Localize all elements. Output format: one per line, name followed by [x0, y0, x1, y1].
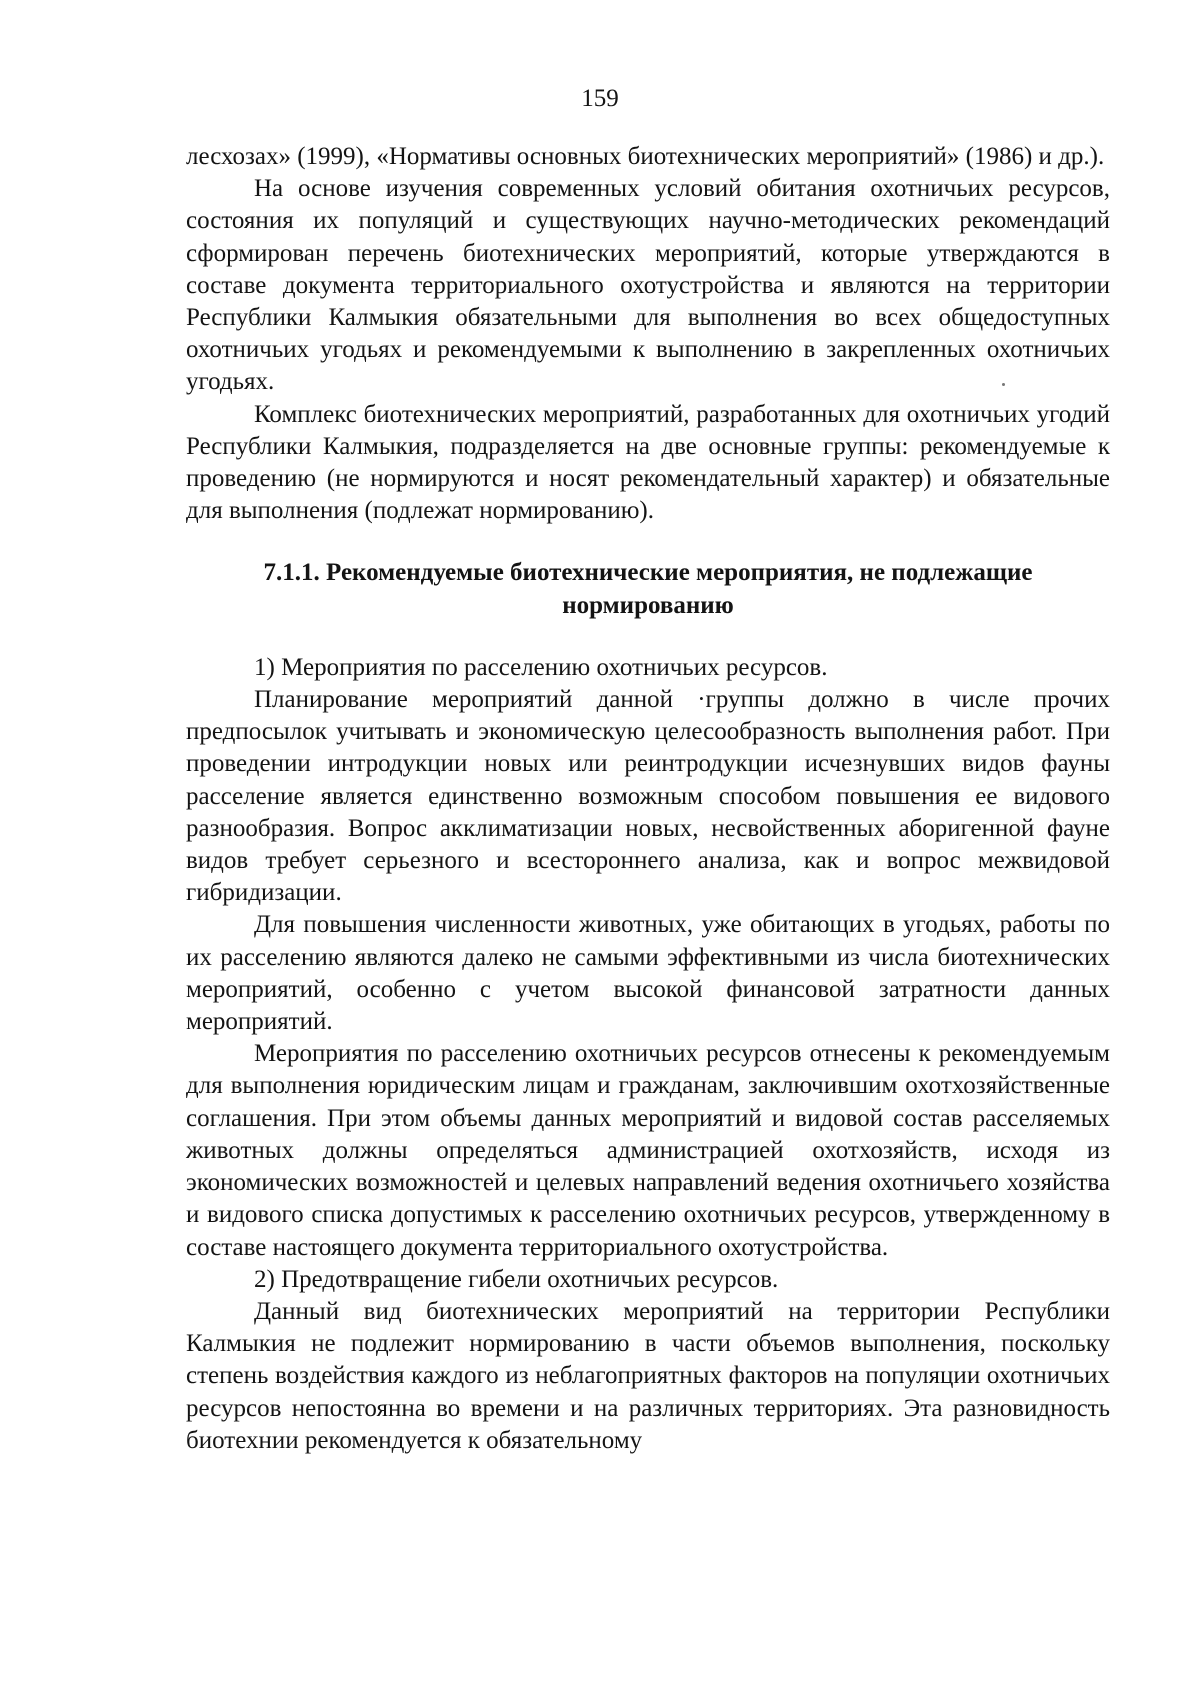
spacer — [186, 527, 1110, 557]
list-item-prevention: 2) Предотвращение гибели охотничьих ресурсов. — [254, 1265, 779, 1293]
paragraph-population-increase: Для повышения численности животных, уже обитающих в угодьях, работы по их расселению являются далеко не самыми эффективными из числа биотехнических мероприятий, особенно с учетом высокой финансовой затратности данных мероприятий. — [186, 911, 1110, 1036]
section-heading-line1: 7.1.1. Рекомендуемые биотехнические мероприятия, не подлежащие — [263, 559, 1033, 587]
body-text — [186, 141, 1110, 1457]
scan-artifact — [1002, 383, 1005, 386]
section-heading — [186, 557, 1110, 621]
paragraph-basis: На основе изучения современных условий обитания охотничьих ресурсов, состояния их популяций и существующих научно-методических рекомендаций сформирован перечень биотехнических мероприятий, которые утверждаются в составе документа территориального охотустройства и являются на территории Республики Калмыкия обязательными для выполнения во всех общедоступных охотничьих угодьях и рекомендуемыми к выполнению в закрепленных охотничьих угодьях. — [186, 175, 1110, 396]
page-number: 159 — [581, 85, 619, 112]
paragraph-prevention: Данный вид биотехнических мероприятий на территории Республики Калмыкия не подлежит нормированию в части объемов выполнения, поскольку степень воздействия каждого из неблагоприятных факторов на популяции охотничьих ресурсов непостоянна во времени и на различных территориях. Эта разновидность биотехнии рекомендуется к обязательному — [186, 1297, 1110, 1454]
paragraph-resettlement-measures: Мероприятия по расселению охотничьих ресурсов отнесены к рекомендуемым для выполнения юридическим лицам и гражданам, заключившим охотхозяйственные соглашения. При этом объемы данных мероприятий и видовой состав расселяемых животных должны определяться администрацией охотхозяйств, исходя из экономических возможностей и целевых направлений ведения охотничьего хозяйства и видового списка допустимых к расселению охотничьих ресурсов, утвержденному в составе настоящего документа территориального охотустройства. — [186, 1040, 1110, 1261]
paragraph-planning: Планирование мероприятий данной ·группы должно в числе прочих предпосылок учитывать и экономическую целесообразность выполнения работ. При проведении интродукции новых или реинтродукции исчезнувших видов фауны расселение является единственно возможным способом повышения ее видового разнообразия. Вопрос акклиматизации новых, несвойственных аборигенной фауне видов требует серьезного и всестороннего анализа, как и вопрос межвидовой гибридизации. — [186, 686, 1110, 907]
list-item-resettlement: 1) Мероприятия по расселению охотничьих ресурсов. — [254, 653, 828, 681]
paragraph-continuation: лесхозах» (1999), «Нормативы основных биотехнических мероприятий» (1986) и др.). — [186, 143, 1105, 170]
paragraph-complex: Комплекс биотехнических мероприятий, разработанных для охотничьих угодий Республики Калмыкия, подразделяется на две основные группы: рекомендуемые к проведению (не нормируются и носят рекомендательный характер) и обязательные для выполнения (подлежат нормированию). — [186, 400, 1110, 525]
spacer — [186, 622, 1110, 652]
section-heading-line2: нормированию — [562, 591, 734, 619]
